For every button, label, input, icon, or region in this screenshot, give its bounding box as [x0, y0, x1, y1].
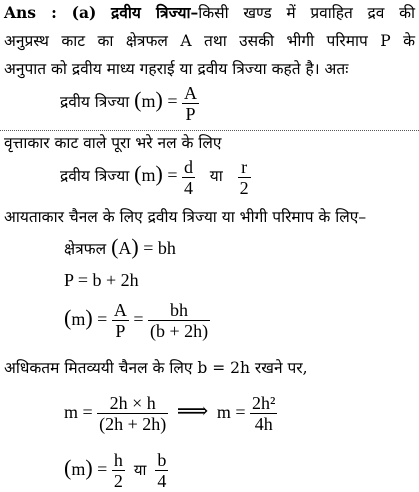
rect-heading: आयताकार चैनल के लिए द्रवीय त्रिज्या या भीगी परिमाप के लिए–	[4, 208, 367, 226]
fraction-numerator: b	[157, 450, 167, 471]
pipe-label: द्रवीय त्रिज्या	[60, 167, 130, 185]
fraction-denominator: (2h + 2h)	[99, 414, 167, 435]
perimeter-formula: P = b + 2h	[64, 270, 139, 290]
hydraulic-radius-formula: द्रवीय त्रिज्या (m) = $\frac{A}{P}$	[60, 82, 197, 124]
intro-line-2: अनुप्रस्थ काट का क्षेत्रफल A तथा उसकी भीगी परिमाप P के	[4, 32, 415, 50]
fraction-d-over-4	[182, 157, 195, 198]
section-divider	[0, 130, 419, 131]
final-var: m	[71, 459, 86, 479]
pipe-heading: वृत्ताकार काट वाले पूरा भरे नल के लिए	[4, 134, 222, 152]
economic-heading: अधिकतम मितव्ययी चैनल के लिए b = 2h रखने पर,	[4, 359, 308, 377]
formula-label: द्रवीय त्रिज्या	[60, 93, 130, 111]
fraction-bh-over-b-plus-2h	[148, 300, 210, 341]
fraction-r-over-2	[238, 157, 251, 198]
area-formula: क्षेत्रफल (A) = bh	[64, 234, 176, 259]
fraction-denominator: (b + 2h)	[149, 321, 209, 342]
pipe-formula: द्रवीय त्रिज्या (m) = $\frac{d}{4}$ या $\frac{r}{2}$	[60, 156, 249, 198]
fraction-numerator: h	[113, 450, 123, 471]
fraction-h-over-2	[112, 450, 125, 491]
fraction-numerator: bh	[148, 300, 210, 321]
implies-arrow: ⟹	[176, 398, 209, 423]
answer-option: (a)	[71, 3, 97, 22]
pipe-var: m	[141, 165, 156, 185]
area-label: क्षेत्रफल	[64, 240, 107, 258]
fraction-a-over-p	[112, 300, 129, 341]
final-formula: (m) = $\frac{h}{2}$ या $\frac{b}{4}$	[64, 450, 167, 492]
fraction-denominator: 4	[184, 177, 193, 198]
rect-m-formula: (m) = $\frac{A}{P}$ = $\frac{bh}{(b + 2h)}$	[64, 300, 209, 342]
fraction-2h-times-h	[97, 393, 168, 434]
intro-line-1-text: किसी खण्ड में प्रवाहित द्रव की	[198, 4, 415, 22]
fraction-numerator: r	[238, 157, 251, 178]
fraction-numerator: 2h²	[252, 393, 276, 414]
formula-var: m	[141, 91, 156, 111]
fraction-2h2-over-4h	[250, 393, 277, 434]
economic-formula	[64, 386, 277, 437]
fraction-denominator: 2	[239, 177, 249, 198]
intro-line-1	[4, 3, 415, 23]
economic-lhs-2: m =	[216, 402, 246, 422]
fraction-denominator: 2	[113, 471, 123, 492]
fraction-denominator: P	[185, 103, 196, 124]
fraction-denominator: 4	[157, 471, 167, 492]
fraction-a-over-p	[182, 83, 199, 124]
fraction-numerator: A	[113, 300, 127, 321]
fraction-denominator: P	[115, 321, 126, 342]
or-word: या	[133, 461, 147, 479]
fraction-b-over-4	[155, 450, 168, 491]
fraction-numerator: d	[184, 156, 193, 177]
economic-lhs: m =	[64, 402, 93, 422]
area-value: = bh	[143, 238, 176, 258]
term-heading: द्रवीय त्रिज्या–	[111, 3, 199, 22]
answer-label: Ans :	[4, 3, 57, 22]
area-var: A	[118, 238, 132, 258]
fraction-denominator: 4h	[254, 414, 273, 435]
rect-m-var: m	[71, 309, 86, 329]
or-word: या	[209, 167, 223, 185]
intro-line-3: अनुपात को द्रवीय माध्य गहराई या द्रवीय त्रिज्या कहते है। अतः	[4, 60, 349, 78]
fraction-numerator: A	[184, 82, 197, 103]
fraction-numerator: 2h × h	[97, 393, 168, 414]
